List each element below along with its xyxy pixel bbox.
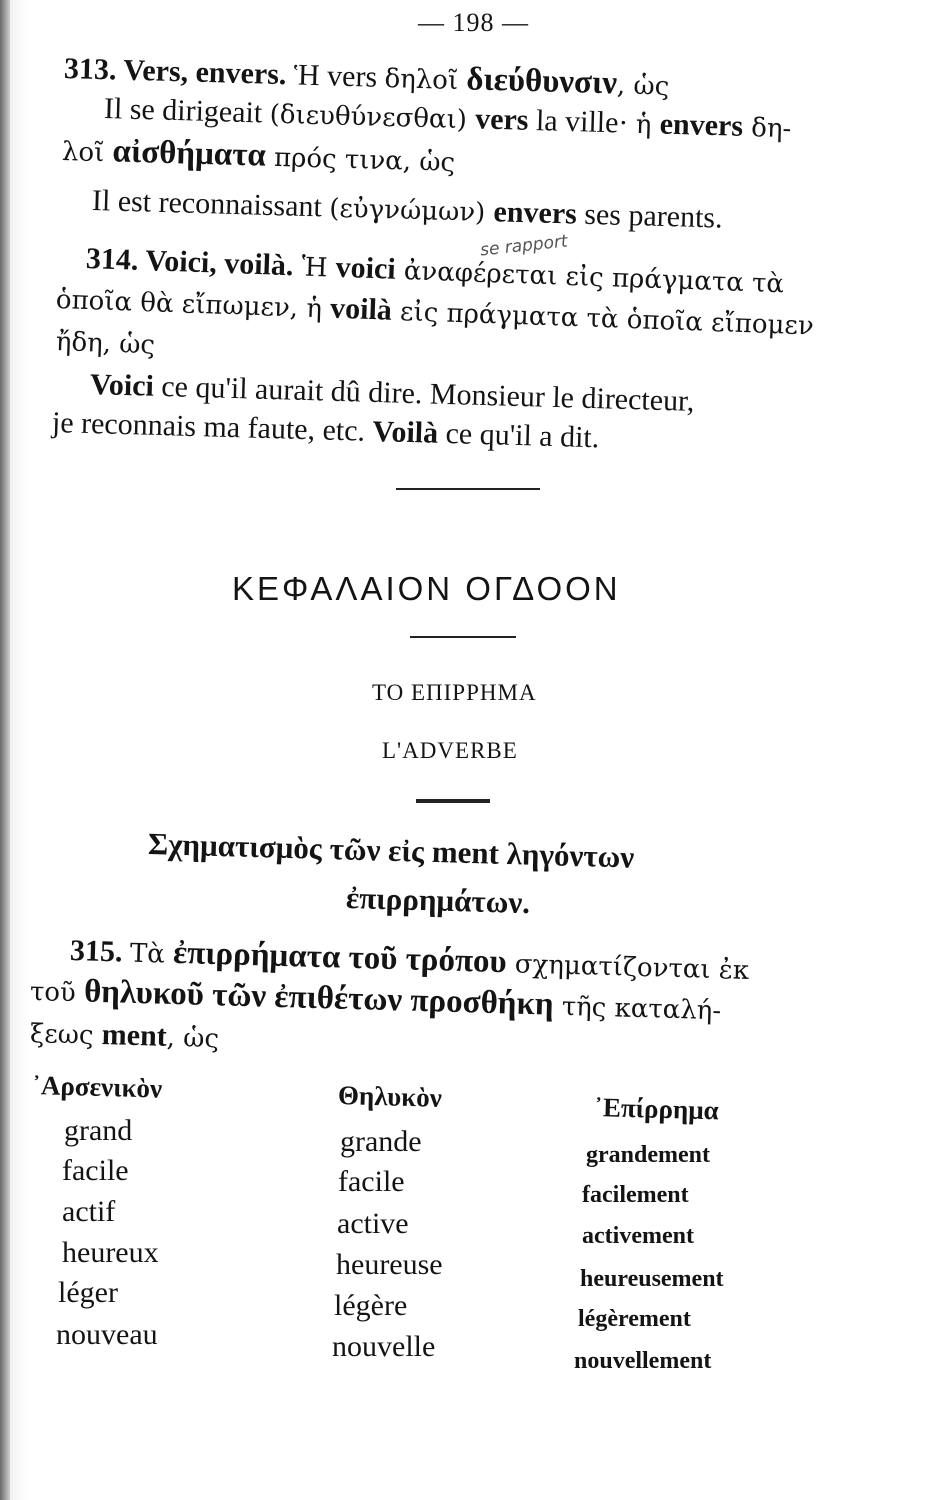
table-cell-feminine: légère [334,1289,408,1322]
text-run: la ville· [528,103,637,140]
text-run: ce qu'il aurait dû dire. Monsieur le directeur, [153,369,695,418]
text-run: ment [101,1018,168,1053]
table-cell-masculine: nouveau [56,1318,158,1351]
text-run: ce qu'il a dit. [437,416,600,455]
text-run: (εὐγνώμων) [328,193,494,229]
text-run: envers [659,107,744,143]
p315-line-3 [30,1018,220,1053]
section-title-line-1: Σχηματισμὸς τῶν εἰς ment ληγόντων [147,826,635,875]
table-cell-masculine: facile [62,1154,129,1187]
text-run: (διευθύνεσθαι) [269,99,476,136]
text-run: , ὡς [616,70,670,102]
table-cell-adverb: activement [582,1223,694,1249]
p314-line-5 [52,408,600,453]
handwritten-note: se rapport [479,231,569,261]
chapter-subtitle-french: L'ADVERBE [382,738,518,763]
divider-rule [416,799,490,803]
table-header-masculine: ᾿Αρσενικὸν [31,1070,163,1104]
table-header-feminine: Θηλυκὸν [337,1080,443,1113]
text-run: διεύθυνσιν [465,61,618,102]
table-cell-adverb: légèrement [578,1306,691,1332]
table-cell-feminine: grande [340,1125,422,1158]
text-run: vers [474,102,529,137]
text-run: θηλυκοῦ τῶν ἐπιθέτων προσθήκη [83,973,555,1023]
table-cell-feminine: facile [338,1165,405,1198]
text-run: δηλοῖ [384,63,467,97]
table-cell-feminine: nouvelle [332,1330,436,1363]
table-cell-masculine: heureux [62,1236,159,1269]
page-edge-shadow [0,0,10,1500]
text-run: je reconnais ma faute, etc. [51,406,374,448]
table-cell-feminine: heureuse [336,1248,443,1281]
text-run: ses parents. [576,197,724,235]
table-cell-adverb: nouvellement [574,1348,712,1374]
divider-rule [410,636,516,638]
text-run: ἐπιρρήματα τοῦ τρόπου [172,934,508,981]
p314-line-3 [55,326,155,359]
table-cell-masculine: léger [58,1276,118,1309]
p313-line-4 [92,186,723,234]
text-run: Ἡ [292,252,337,284]
text-run: εἰς πράγματα τὰ ὁποῖα εἴπομεν [391,296,815,342]
text-run: ἀναφέρεται εἰς πράγματα τὰ [395,255,785,300]
table-cell-adverb: facilement [582,1182,689,1208]
text-run: voici [335,250,397,286]
text-run: voilà [329,291,393,327]
chapter-subtitle-greek: ΤΟ ΕΠΙΡΡΗΜΑ [372,680,537,705]
text-run: λοῖ [61,137,113,169]
text-run: πρός τινα, ὡς [265,142,456,178]
p313-heading: 313. Vers, envers. [63,52,287,92]
text-run: Τὰ [129,938,174,970]
page-number: — 198 — [418,8,529,37]
text-run: Voici [89,368,155,403]
text-run: Il est reconnaissant [91,184,330,224]
table-header-adverb: ᾿Επίρρημα [593,1092,720,1126]
chapter-title: ΚΕΦΑΛΑΙΟΝ ΟΓΔΟΟΝ [232,570,621,607]
table-cell-adverb: heureusement [580,1266,724,1292]
text-run: αἰσθήματα [112,133,267,174]
text-run: ξεως [29,1019,103,1051]
text-run: δη- [742,112,792,145]
table-cell-masculine: actif [62,1195,116,1228]
table-cell-masculine: grand [64,1114,133,1147]
text-run: σχηματίζονται ἐκ [506,949,750,986]
table-cell-feminine: active [337,1207,409,1240]
text-run: Voilà [372,414,439,450]
text-run: , ὡς [166,1022,220,1055]
text-run: τοῦ [29,977,85,1009]
divider-rule [396,488,540,490]
table-cell-adverb: grandement [586,1142,710,1168]
text-run: ὁποῖα θὰ εἴπωμεν, ἡ [55,285,331,325]
text-run: τῆς καταλή- [553,991,722,1027]
p313-line-3 [62,134,456,178]
text-run: Ἡ vers [285,58,386,94]
p315-heading: 315. [69,934,131,969]
p314-heading: 314. Voici, voilà. [85,242,294,283]
text-run: ἡ [635,109,661,141]
text-run: envers [493,195,578,231]
section-title-line-2: ἐπιρρημάτων. [345,880,531,921]
text-run: ἤδη, ὡς [55,327,156,361]
text-run: Il se dirigeait [103,92,271,130]
